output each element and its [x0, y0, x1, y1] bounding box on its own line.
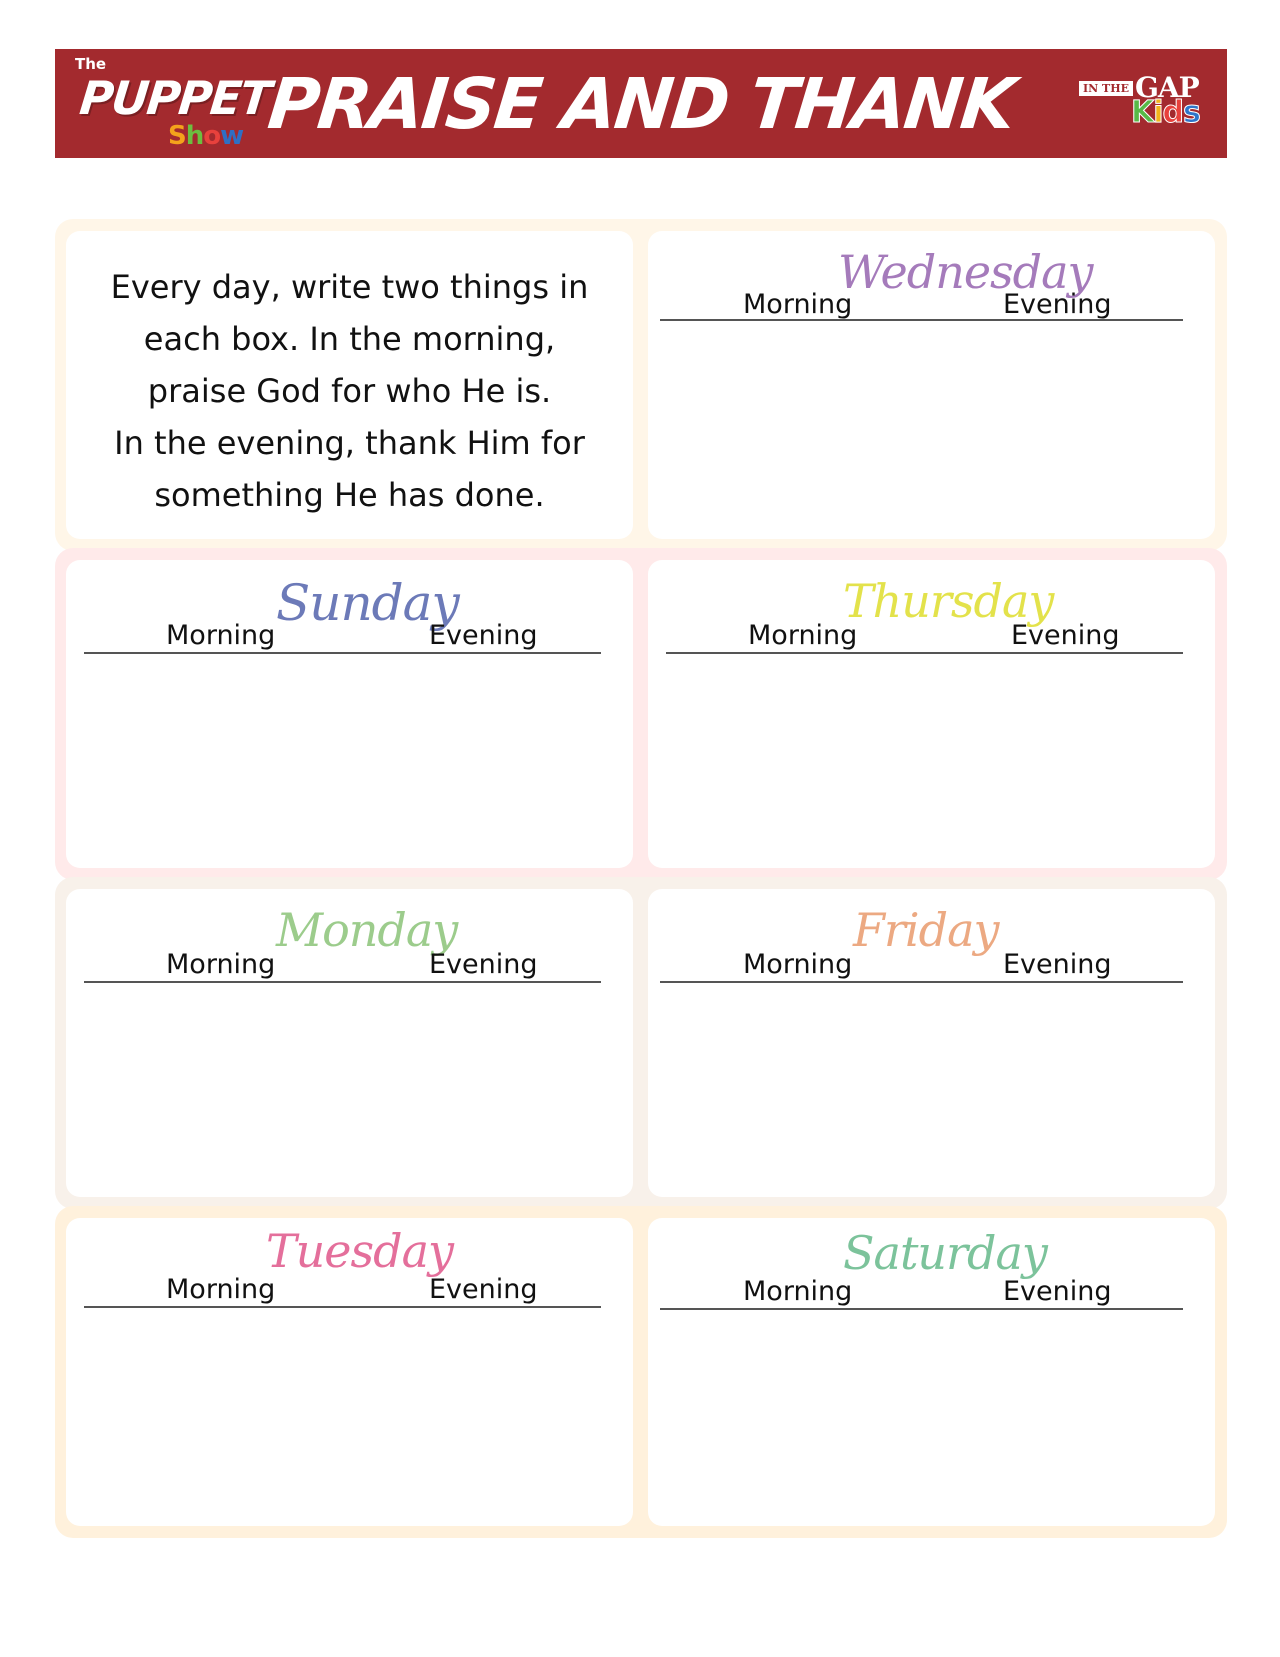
logo-puppet-text: PUPPET	[77, 71, 273, 125]
divider-line	[660, 319, 1183, 321]
divider-line	[666, 652, 1183, 654]
header-banner	[55, 49, 1227, 158]
instructions-line: each box. In the morning,	[143, 320, 556, 358]
divider-line	[84, 652, 601, 654]
worksheet-row	[55, 548, 1227, 880]
worksheet-row	[55, 1206, 1227, 1538]
day-title-thursday: Thursday	[843, 574, 1054, 628]
instructions-text	[86, 261, 613, 521]
day-box-friday[interactable]	[648, 889, 1215, 1197]
logo-the-text: The	[75, 55, 107, 73]
divider-line	[84, 1306, 601, 1308]
day-box-sunday[interactable]	[66, 560, 633, 868]
logo-kids-letter: d	[1162, 95, 1184, 130]
logo-show-letter: S	[168, 121, 186, 151]
day-title-sunday: Sunday	[276, 574, 459, 632]
logo-show-letter: o	[203, 121, 221, 151]
morning-label: Morning	[166, 620, 276, 651]
divider-line	[84, 981, 601, 983]
logo-kids-letter: i	[1153, 95, 1163, 130]
instructions-box	[66, 231, 633, 539]
day-title-wednesday: Wednesday	[838, 245, 1093, 299]
page-title: PRAISE AND THANK	[264, 63, 1018, 145]
day-title-monday: Monday	[276, 903, 458, 957]
instructions-line: praise God for who He is.	[147, 372, 552, 410]
evening-label: Evening	[429, 620, 538, 651]
morning-label: Morning	[748, 620, 858, 651]
day-title-tuesday: Tuesday	[266, 1224, 453, 1278]
logo-kids-letter: s	[1183, 95, 1200, 130]
evening-label: Evening	[1003, 949, 1112, 980]
day-title-friday: Friday	[853, 903, 999, 957]
evening-label: Evening	[429, 1274, 538, 1305]
worksheet-row	[55, 877, 1227, 1209]
morning-label: Morning	[166, 1274, 276, 1305]
day-box-saturday[interactable]	[648, 1218, 1215, 1526]
evening-label: Evening	[1003, 1276, 1112, 1307]
logo-kids-text	[1131, 95, 1200, 130]
instructions-line: Every day, write two things in	[110, 268, 589, 306]
evening-label: Evening	[1011, 620, 1120, 651]
logo-show-letter: w	[220, 121, 244, 151]
logo-show-letter: h	[185, 121, 204, 151]
evening-label: Evening	[1003, 289, 1112, 320]
instructions-line: In the evening, thank Him for	[114, 424, 585, 462]
instructions-line: something He has done.	[154, 476, 545, 514]
evening-label: Evening	[429, 949, 538, 980]
morning-label: Morning	[166, 949, 276, 980]
logo-gap-text: GAP	[1135, 71, 1199, 104]
day-title-saturday: Saturday	[843, 1226, 1047, 1280]
day-box-monday[interactable]	[66, 889, 633, 1197]
day-box-tuesday[interactable]	[66, 1218, 633, 1526]
morning-label: Morning	[743, 289, 853, 320]
day-box-thursday[interactable]	[648, 560, 1215, 868]
divider-line	[660, 1308, 1183, 1310]
in-the-gap-kids-logo	[1079, 71, 1200, 135]
day-box-wednesday[interactable]	[648, 231, 1215, 539]
logo-kids-letter: K	[1131, 95, 1154, 130]
worksheet-row	[55, 219, 1227, 551]
logo-in-the-text: IN THE	[1079, 81, 1133, 96]
divider-line	[660, 981, 1183, 983]
morning-label: Morning	[743, 949, 853, 980]
morning-label: Morning	[743, 1276, 853, 1307]
